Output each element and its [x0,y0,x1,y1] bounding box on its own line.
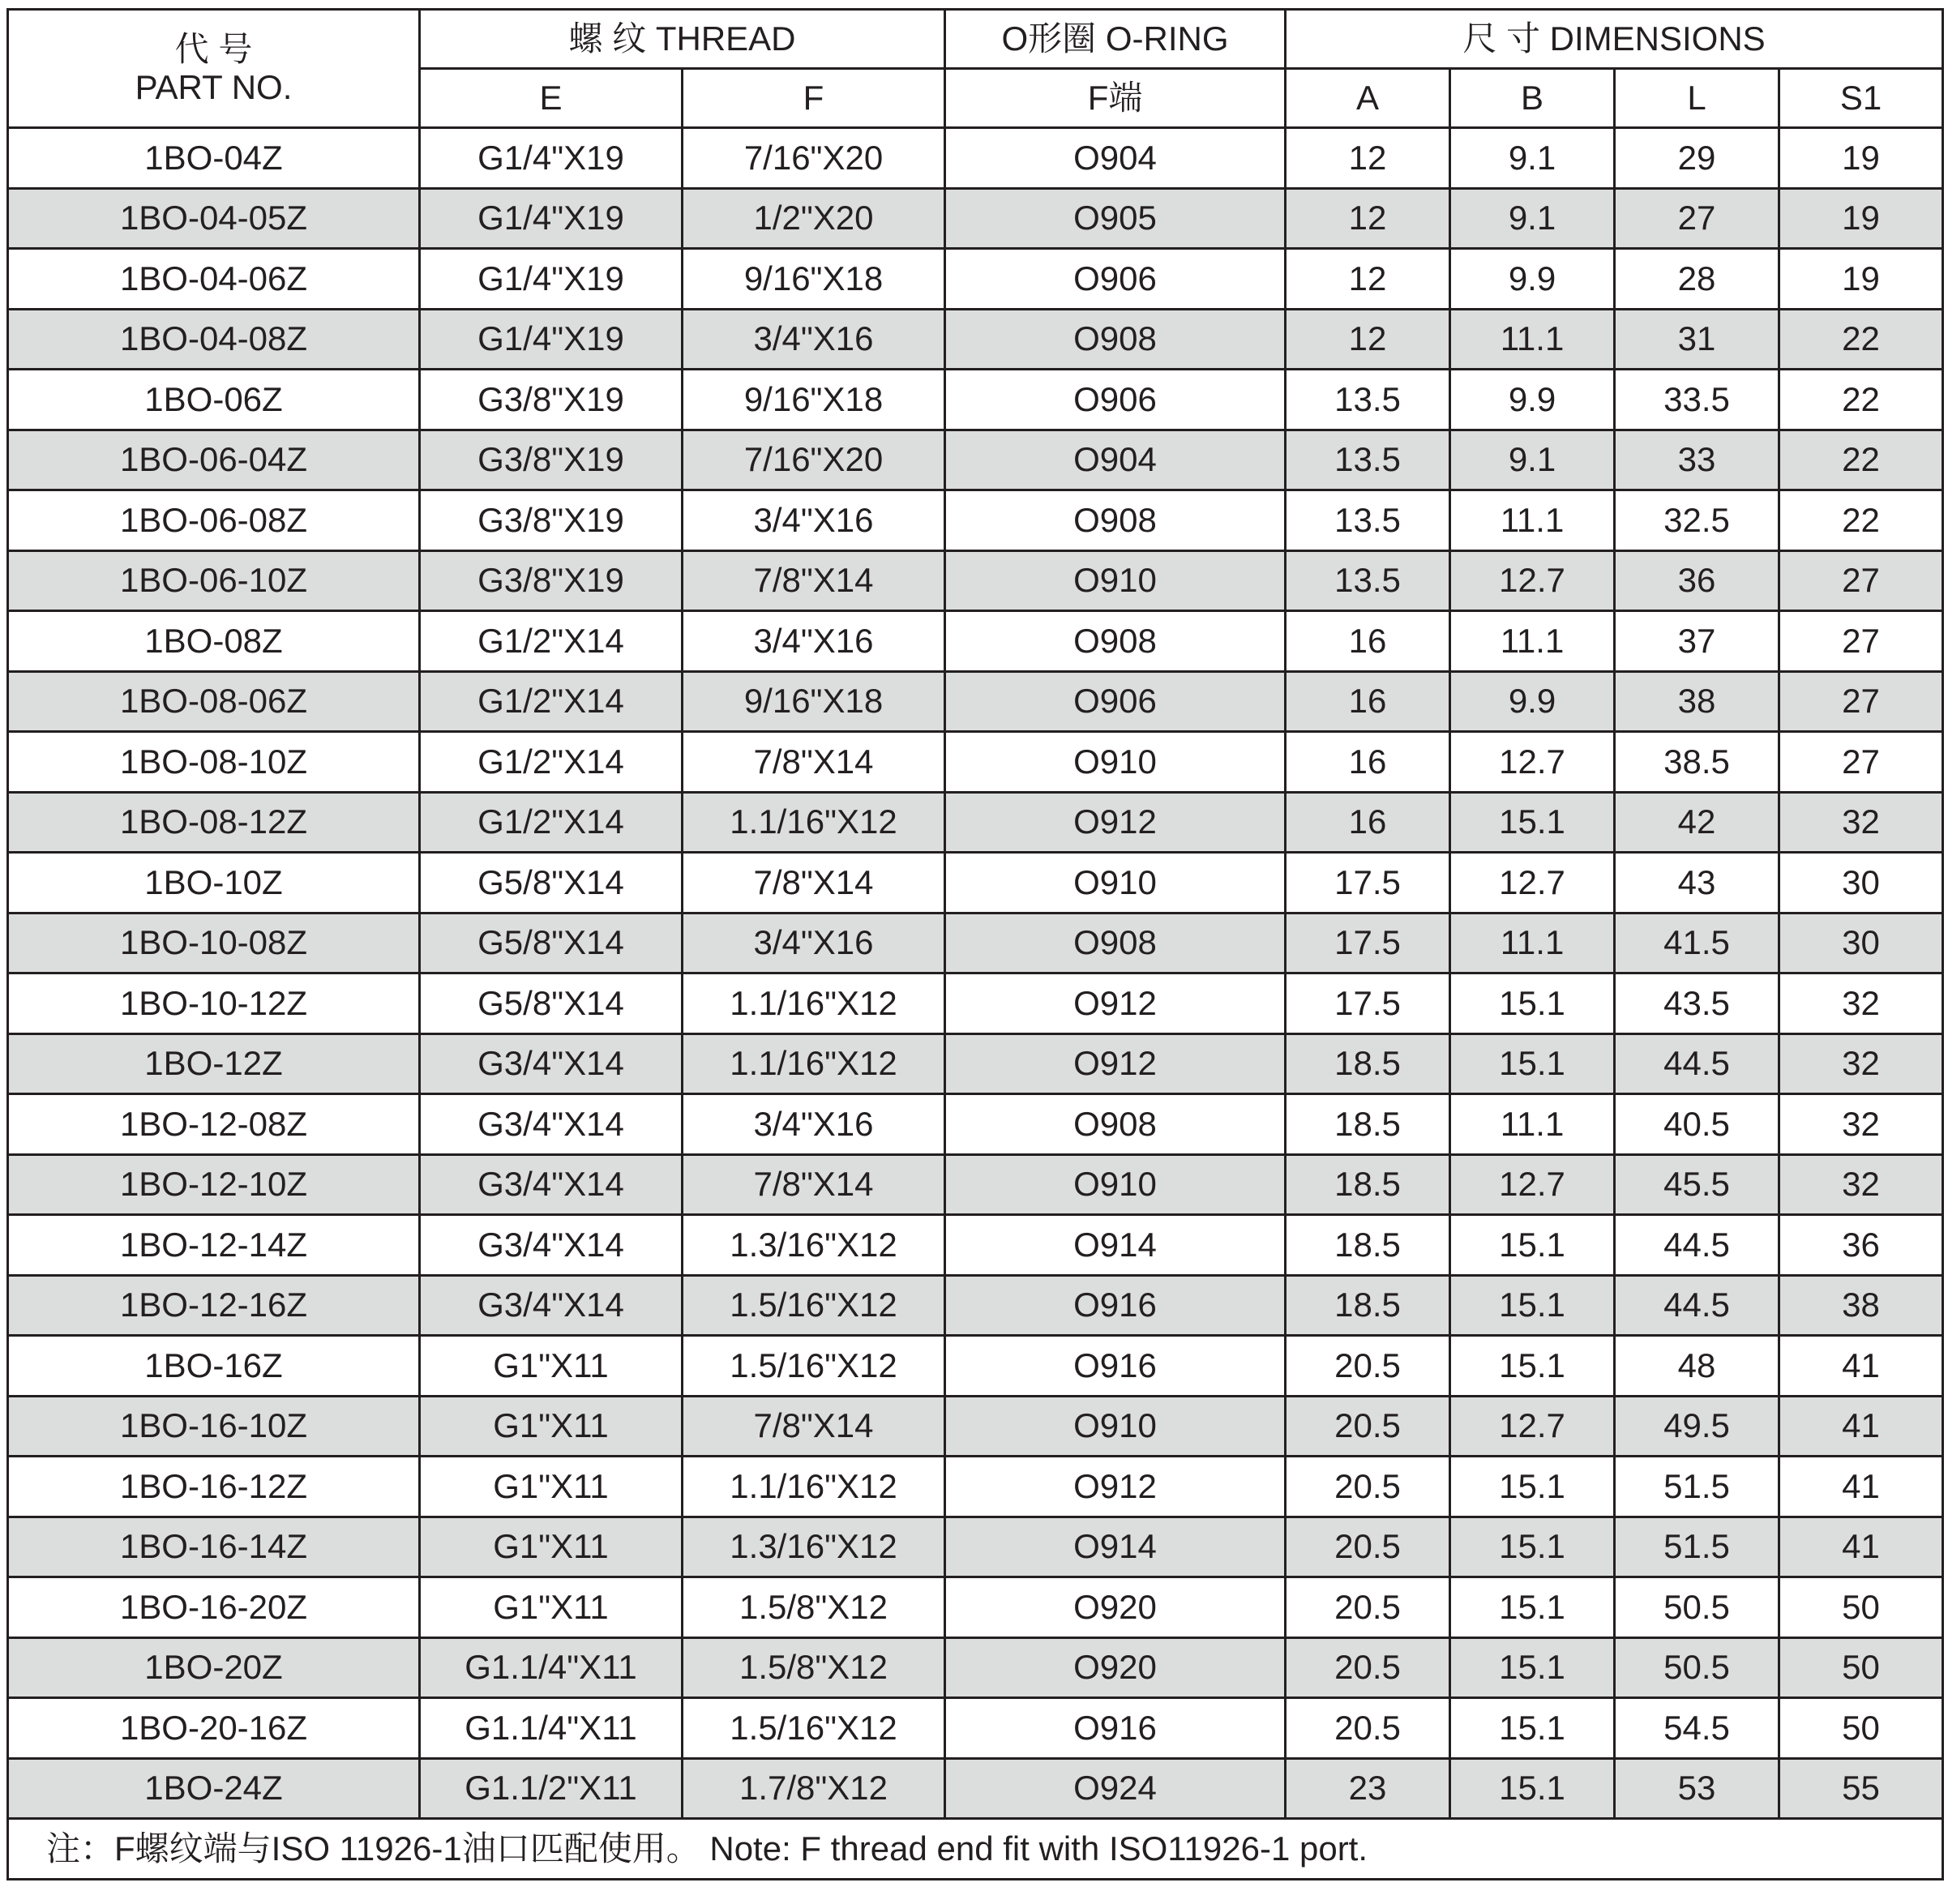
dim-l-cell: 44.5 [1615,1215,1779,1276]
table-row [8,128,1943,189]
dim-l-cell: 29 [1615,128,1779,189]
dim-s1-cell: 30 [1779,913,1943,973]
dim-a-cell: 20.5 [1286,1336,1450,1397]
table-row [8,550,1943,611]
dim-a-cell: 20.5 [1286,1396,1450,1457]
col-header-e: E [420,69,683,128]
dim-a-cell: 20.5 [1286,1698,1450,1759]
part-no-cell: 1BO-16-20Z [8,1577,420,1638]
thread-e-cell: G3/8"X19 [420,490,683,551]
thread-e-cell: G1"X11 [420,1396,683,1457]
dim-b-cell: 9.9 [1450,370,1615,430]
thread-f-cell: 7/16"X20 [683,128,945,189]
dim-b-cell: 9.1 [1450,128,1615,189]
dim-l-cell: 51.5 [1615,1517,1779,1577]
table-row [8,1336,1943,1397]
dim-l-cell: 49.5 [1615,1396,1779,1457]
table-footer [8,1819,1943,1880]
table-row [8,1275,1943,1336]
dim-a-cell: 13.5 [1286,370,1450,430]
thread-e-cell: G3/8"X19 [420,370,683,430]
thread-e-cell: G1/2"X14 [420,611,683,672]
dim-a-cell: 12 [1286,128,1450,189]
note-row [8,1819,1943,1880]
dim-a-cell: 12 [1286,309,1450,370]
thread-e-cell: G1/2"X14 [420,671,683,732]
footnote: 注：F螺纹端与ISO 11926-1油口匹配使用。 Note: F thread end fit with ISO11926-1 port. [8,1819,1943,1880]
dim-s1-cell: 50 [1779,1698,1943,1759]
thread-e-cell: G5/8"X14 [420,913,683,973]
table-row [8,1154,1943,1215]
thread-f-cell: 3/4"X16 [683,913,945,973]
table-row [8,671,1943,732]
dim-b-cell: 9.9 [1450,671,1615,732]
thread-e-cell: G5/8"X14 [420,853,683,913]
thread-f-cell: 1.5/8"X12 [683,1637,945,1698]
dim-s1-cell: 36 [1779,1215,1943,1276]
dim-s1-cell: 19 [1779,128,1943,189]
dim-a-cell: 18.5 [1286,1033,1450,1094]
oring-cell: O904 [945,128,1286,189]
part-no-cell: 1BO-16-12Z [8,1457,420,1517]
part-no-header [8,10,420,128]
part-no-cell: 1BO-10-12Z [8,973,420,1034]
dim-b-cell: 12.7 [1450,1396,1615,1457]
oring-cell: O906 [945,671,1286,732]
table-row [8,792,1943,853]
thread-f-cell: 1.1/16"X12 [683,792,945,853]
col-header-a: A [1286,69,1450,128]
dim-a-cell: 16 [1286,792,1450,853]
oring-cell: O920 [945,1637,1286,1698]
oring-cell: O905 [945,188,1286,249]
dim-s1-cell: 50 [1779,1577,1943,1638]
table-row [8,913,1943,973]
oring-cell: O906 [945,370,1286,430]
thread-e-cell: G3/8"X19 [420,430,683,490]
dim-l-cell: 44.5 [1615,1275,1779,1336]
part-no-cell: 1BO-04-05Z [8,188,420,249]
oring-cell: O906 [945,249,1286,310]
part-no-cell: 1BO-06-10Z [8,550,420,611]
dim-l-cell: 48 [1615,1336,1779,1397]
dim-b-cell: 15.1 [1450,1336,1615,1397]
dim-a-cell: 12 [1286,249,1450,310]
dim-a-cell: 16 [1286,671,1450,732]
part-no-cell: 1BO-24Z [8,1758,420,1819]
dim-b-cell: 15.1 [1450,1457,1615,1517]
thread-e-cell: G1/4"X19 [420,128,683,189]
oring-cell: O908 [945,490,1286,551]
thread-e-cell: G1.1/4"X11 [420,1698,683,1759]
dim-a-cell: 17.5 [1286,913,1450,973]
dim-s1-cell: 32 [1779,792,1943,853]
dim-s1-cell: 22 [1779,370,1943,430]
header-row-groups [8,10,1943,69]
dim-s1-cell: 41 [1779,1336,1943,1397]
oring-cell: O912 [945,1457,1286,1517]
dim-a-cell: 16 [1286,611,1450,672]
dim-l-cell: 40.5 [1615,1094,1779,1155]
thread-f-cell: 1.7/8"X12 [683,1758,945,1819]
specification-table [6,8,1944,1880]
dim-b-cell: 15.1 [1450,1275,1615,1336]
dim-s1-cell: 50 [1779,1637,1943,1698]
table-row [8,188,1943,249]
part-no-cell: 1BO-08-10Z [8,732,420,793]
oring-cell: O920 [945,1577,1286,1638]
part-no-cell: 1BO-04Z [8,128,420,189]
part-no-cell: 1BO-10Z [8,853,420,913]
table-row [8,370,1943,430]
dim-b-cell: 15.1 [1450,1215,1615,1276]
dim-a-cell: 20.5 [1286,1457,1450,1517]
oring-cell: O910 [945,550,1286,611]
dim-l-cell: 51.5 [1615,1457,1779,1517]
oring-cell: O910 [945,853,1286,913]
thread-f-cell: 3/4"X16 [683,1094,945,1155]
thread-e-cell: G1.1/4"X11 [420,1637,683,1698]
part-no-cell: 1BO-08-06Z [8,671,420,732]
thread-f-cell: 1.1/16"X12 [683,1033,945,1094]
dim-l-cell: 37 [1615,611,1779,672]
table-row [8,732,1943,793]
thread-f-cell: 7/8"X14 [683,1154,945,1215]
thread-e-cell: G1/2"X14 [420,792,683,853]
thread-e-cell: G3/4"X14 [420,1154,683,1215]
dim-b-cell: 15.1 [1450,1577,1615,1638]
dim-b-cell: 11.1 [1450,309,1615,370]
thread-f-cell: 7/8"X14 [683,1396,945,1457]
table-row [8,973,1943,1034]
thread-f-cell: 1.5/8"X12 [683,1577,945,1638]
thread-f-cell: 7/8"X14 [683,550,945,611]
dim-a-cell: 20.5 [1286,1577,1450,1638]
thread-f-cell: 1.5/16"X12 [683,1336,945,1397]
part-no-cell: 1BO-06-08Z [8,490,420,551]
part-no-cell: 1BO-16Z [8,1336,420,1397]
thread-e-cell: G1/4"X19 [420,309,683,370]
part-no-cell: 1BO-06Z [8,370,420,430]
table-row [8,430,1943,490]
table-row [8,1758,1943,1819]
dim-b-cell: 12.7 [1450,853,1615,913]
dim-b-cell: 15.1 [1450,1758,1615,1819]
dim-b-cell: 12.7 [1450,550,1615,611]
table-header [8,10,1943,128]
thread-e-cell: G1/4"X19 [420,249,683,310]
table-row [8,1215,1943,1276]
table-row [8,1517,1943,1577]
thread-f-cell: 9/16"X18 [683,249,945,310]
dim-a-cell: 17.5 [1286,973,1450,1034]
thread-e-cell: G1/2"X14 [420,732,683,793]
oring-cell: O916 [945,1336,1286,1397]
dim-s1-cell: 32 [1779,1033,1943,1094]
dim-b-cell: 9.1 [1450,188,1615,249]
table-row [8,490,1943,551]
dim-s1-cell: 22 [1779,430,1943,490]
oring-cell: O908 [945,913,1286,973]
thread-e-cell: G1"X11 [420,1577,683,1638]
dim-b-cell: 12.7 [1450,1154,1615,1215]
dim-l-cell: 38.5 [1615,732,1779,793]
thread-f-cell: 3/4"X16 [683,309,945,370]
dim-s1-cell: 19 [1779,188,1943,249]
thread-f-cell: 9/16"X18 [683,370,945,430]
part-no-cell: 1BO-10-08Z [8,913,420,973]
thread-e-cell: G1.1/2"X11 [420,1758,683,1819]
dim-l-cell: 43.5 [1615,973,1779,1034]
dim-b-cell: 11.1 [1450,611,1615,672]
table-row [8,853,1943,913]
oring-cell: O912 [945,973,1286,1034]
part-no-cell: 1BO-08-12Z [8,792,420,853]
dim-a-cell: 18.5 [1286,1275,1450,1336]
oring-cell: O910 [945,732,1286,793]
thread-e-cell: G3/4"X14 [420,1215,683,1276]
oring-cell: O908 [945,611,1286,672]
col-header-s1: S1 [1779,69,1943,128]
table-row [8,309,1943,370]
dim-l-cell: 50.5 [1615,1637,1779,1698]
dim-l-cell: 54.5 [1615,1698,1779,1759]
table-row [8,1396,1943,1457]
part-no-header-en: PART NO. [135,67,293,106]
dim-a-cell: 20.5 [1286,1517,1450,1577]
part-no-cell: 1BO-16-10Z [8,1396,420,1457]
dim-l-cell: 28 [1615,249,1779,310]
part-no-cell: 1BO-04-06Z [8,249,420,310]
dim-a-cell: 16 [1286,732,1450,793]
dim-s1-cell: 27 [1779,671,1943,732]
dim-s1-cell: 19 [1779,249,1943,310]
part-no-header-cn: 代 号 [174,30,253,69]
dim-b-cell: 9.1 [1450,430,1615,490]
dim-s1-cell: 22 [1779,309,1943,370]
oring-cell: O904 [945,430,1286,490]
part-no-cell: 1BO-06-04Z [8,430,420,490]
dim-l-cell: 33 [1615,430,1779,490]
table-row [8,1094,1943,1155]
dim-b-cell: 11.1 [1450,913,1615,973]
thread-e-cell: G1"X11 [420,1336,683,1397]
thread-e-cell: G1"X11 [420,1457,683,1517]
dim-a-cell: 18.5 [1286,1094,1450,1155]
dim-a-cell: 18.5 [1286,1154,1450,1215]
thread-f-cell: 3/4"X16 [683,490,945,551]
dim-l-cell: 45.5 [1615,1154,1779,1215]
oring-cell: O912 [945,792,1286,853]
table-body [8,128,1943,1819]
thread-e-cell: G1/4"X19 [420,188,683,249]
oring-header: O形圈 O-RING [945,10,1286,69]
dim-l-cell: 38 [1615,671,1779,732]
oring-cell: O914 [945,1517,1286,1577]
thread-f-cell: 7/8"X14 [683,853,945,913]
thread-f-cell: 1.1/16"X12 [683,973,945,1034]
oring-cell: O914 [945,1215,1286,1276]
dim-a-cell: 18.5 [1286,1215,1450,1276]
thread-e-cell: G3/4"X14 [420,1033,683,1094]
dim-s1-cell: 41 [1779,1457,1943,1517]
dim-b-cell: 15.1 [1450,973,1615,1034]
dim-a-cell: 17.5 [1286,853,1450,913]
thread-f-cell: 3/4"X16 [683,611,945,672]
dimensions-header: 尺 寸 DIMENSIONS [1286,10,1943,69]
dim-s1-cell: 41 [1779,1517,1943,1577]
dim-b-cell: 15.1 [1450,1033,1615,1094]
part-no-cell: 1BO-20-16Z [8,1698,420,1759]
dim-b-cell: 9.9 [1450,249,1615,310]
dim-b-cell: 15.1 [1450,1517,1615,1577]
dim-a-cell: 12 [1286,188,1450,249]
table-row [8,1457,1943,1517]
table-row [8,611,1943,672]
spec-sheet [6,8,1942,1880]
thread-e-cell: G3/4"X14 [420,1275,683,1336]
oring-cell: O924 [945,1758,1286,1819]
thread-f-cell: 1.5/16"X12 [683,1698,945,1759]
oring-cell: O910 [945,1154,1286,1215]
col-header-f: F [683,69,945,128]
thread-f-cell: 1.3/16"X12 [683,1517,945,1577]
dim-a-cell: 13.5 [1286,490,1450,551]
part-no-cell: 1BO-12-08Z [8,1094,420,1155]
dim-b-cell: 15.1 [1450,1637,1615,1698]
thread-f-cell: 1.5/16"X12 [683,1275,945,1336]
part-no-cell: 1BO-12Z [8,1033,420,1094]
dim-a-cell: 13.5 [1286,550,1450,611]
dim-l-cell: 50.5 [1615,1577,1779,1638]
dim-b-cell: 11.1 [1450,490,1615,551]
thread-e-cell: G5/8"X14 [420,973,683,1034]
dim-s1-cell: 30 [1779,853,1943,913]
dim-b-cell: 15.1 [1450,1698,1615,1759]
dim-a-cell: 20.5 [1286,1637,1450,1698]
part-no-cell: 1BO-12-10Z [8,1154,420,1215]
dim-s1-cell: 38 [1779,1275,1943,1336]
dim-l-cell: 31 [1615,309,1779,370]
oring-cell: O916 [945,1275,1286,1336]
thread-f-cell: 1.3/16"X12 [683,1215,945,1276]
thread-f-cell: 1/2"X20 [683,188,945,249]
col-header-f-end: F端 [945,69,1286,128]
thread-e-cell: G3/8"X19 [420,550,683,611]
oring-cell: O908 [945,1094,1286,1155]
dim-l-cell: 36 [1615,550,1779,611]
thread-e-cell: G1"X11 [420,1517,683,1577]
dim-s1-cell: 27 [1779,550,1943,611]
dim-s1-cell: 41 [1779,1396,1943,1457]
oring-cell: O910 [945,1396,1286,1457]
part-no-cell: 1BO-20Z [8,1637,420,1698]
col-header-b: B [1450,69,1615,128]
thread-f-cell: 7/16"X20 [683,430,945,490]
part-no-cell: 1BO-12-14Z [8,1215,420,1276]
dim-s1-cell: 32 [1779,1154,1943,1215]
dim-s1-cell: 32 [1779,1094,1943,1155]
table-row [8,1698,1943,1759]
table-row [8,249,1943,310]
part-no-cell: 1BO-04-08Z [8,309,420,370]
thread-f-cell: 1.1/16"X12 [683,1457,945,1517]
dim-a-cell: 23 [1286,1758,1450,1819]
oring-cell: O916 [945,1698,1286,1759]
dim-l-cell: 32.5 [1615,490,1779,551]
dim-l-cell: 27 [1615,188,1779,249]
dim-b-cell: 12.7 [1450,732,1615,793]
oring-cell: O908 [945,309,1286,370]
part-no-cell: 1BO-12-16Z [8,1275,420,1336]
dim-s1-cell: 55 [1779,1758,1943,1819]
dim-s1-cell: 27 [1779,732,1943,793]
table-row [8,1637,1943,1698]
dim-b-cell: 15.1 [1450,792,1615,853]
dim-b-cell: 11.1 [1450,1094,1615,1155]
part-no-cell: 1BO-16-14Z [8,1517,420,1577]
dim-l-cell: 41.5 [1615,913,1779,973]
thread-header: 螺 纹 THREAD [420,10,945,69]
dim-l-cell: 33.5 [1615,370,1779,430]
dim-a-cell: 13.5 [1286,430,1450,490]
thread-e-cell: G3/4"X14 [420,1094,683,1155]
dim-l-cell: 42 [1615,792,1779,853]
thread-f-cell: 7/8"X14 [683,732,945,793]
part-no-cell: 1BO-08Z [8,611,420,672]
oring-cell: O912 [945,1033,1286,1094]
dim-l-cell: 53 [1615,1758,1779,1819]
col-header-l: L [1615,69,1779,128]
dim-l-cell: 44.5 [1615,1033,1779,1094]
dim-s1-cell: 22 [1779,490,1943,551]
dim-s1-cell: 27 [1779,611,1943,672]
thread-f-cell: 9/16"X18 [683,671,945,732]
table-row [8,1033,1943,1094]
dim-l-cell: 43 [1615,853,1779,913]
table-row [8,1577,1943,1638]
dim-s1-cell: 32 [1779,973,1943,1034]
